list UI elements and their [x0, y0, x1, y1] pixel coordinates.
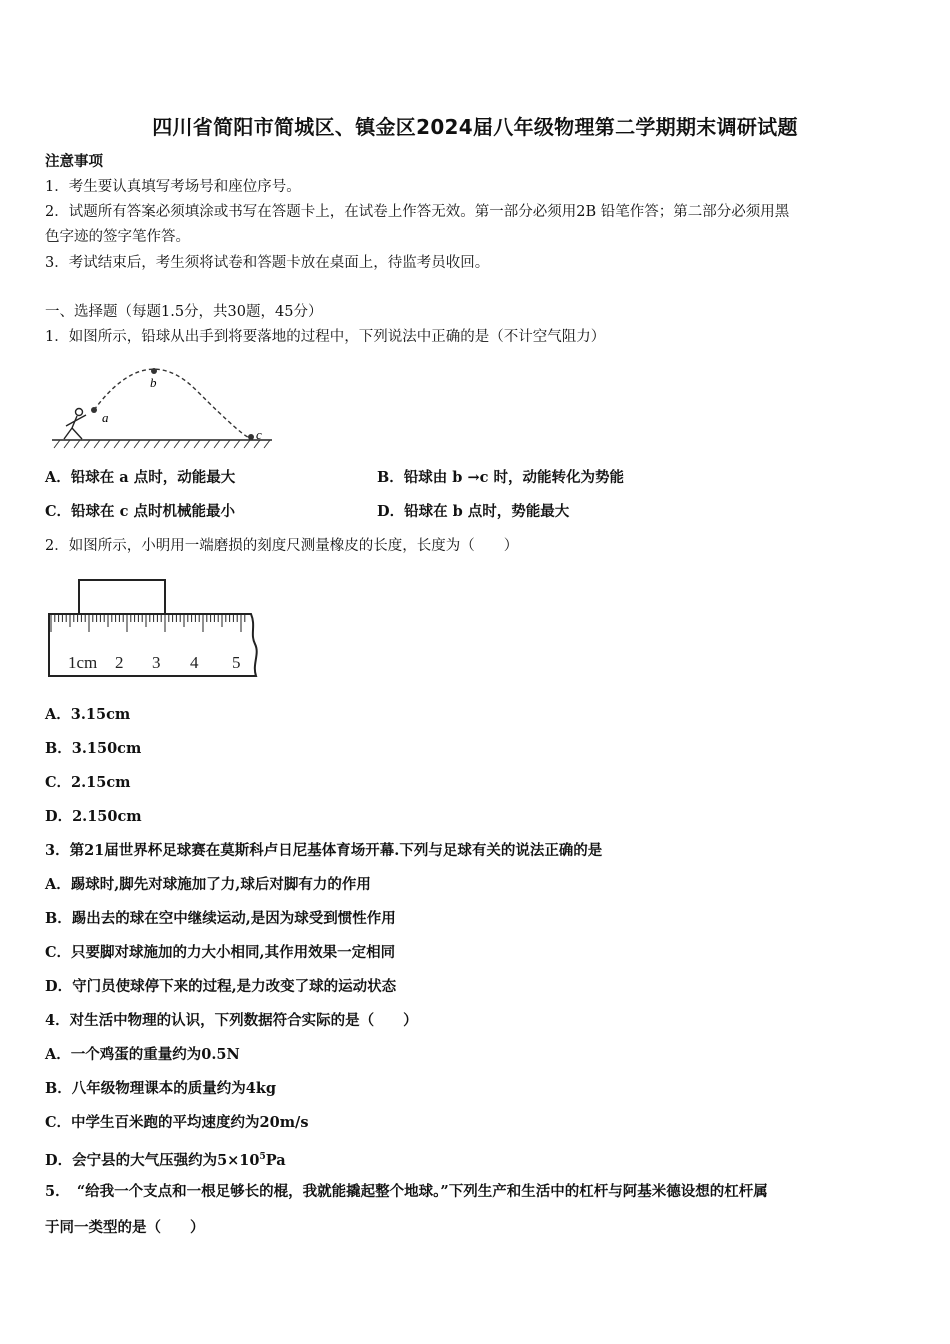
notice-item-2: 2．试题所有答案必须填涂或书写在答题卡上，在试卷上作答无效。第一部分必须用2B 铅笔作答；第二部分必须用黑 — [45, 204, 790, 220]
q3-option-c: C．只要脚对球施加的力大小相同,其作用效果一定相同 — [45, 944, 396, 961]
ground-hatch — [52, 440, 272, 448]
section-heading: 一、选择题（每题1.5分，共30题，45分） — [45, 304, 323, 320]
q3-option-b: B．踢出去的球在空中继续运动,是因为球受到惯性作用 — [45, 910, 396, 927]
q4-option-d — [45, 1147, 286, 1171]
q3-option-a: A．踢球时,脚先对球施加了力,球后对脚有力的作用 — [45, 876, 371, 893]
ruler-label-1cm: 1cm — [68, 653, 98, 672]
label-c: c — [256, 427, 262, 442]
q4-option-c: C．中学生百米跑的平均速度约为20m/s — [45, 1114, 309, 1131]
notice-item-1: 1．考生要认真填写考场号和座位序号。 — [45, 179, 301, 195]
q4-option-d-exponent: 5 — [259, 1152, 266, 1162]
ruler-label-3: 3 — [152, 653, 161, 672]
q4-option-a: A．一个鸡蛋的重量约为0.5N — [45, 1046, 240, 1063]
trajectory-curve — [94, 369, 251, 438]
point-c-ball — [248, 434, 254, 440]
q1-option-d: D．铅球在 b 点时，势能最大 — [377, 503, 570, 520]
q3-stem: 3．第21届世界杯足球赛在莫斯科卢日尼基体育场开幕.下列与足球有关的说法正确的是 — [45, 842, 603, 859]
q4-option-b: B．八年级物理课本的质量约为4kg — [45, 1080, 277, 1097]
q4-option-d-suffix: Pa — [265, 1151, 286, 1169]
notice-item-2-cont: 色字迹的签字笔作答。 — [45, 229, 190, 245]
notice-heading: 注意事项 — [45, 153, 103, 170]
point-a-ball — [91, 407, 97, 413]
q5-stem-line2: 于同一类型的是（ ） — [45, 1219, 205, 1236]
q4-stem: 4．对生活中物理的认识，下列数据符合实际的是（ ） — [45, 1012, 418, 1029]
point-b-ball — [151, 368, 157, 374]
ruler-figure — [46, 578, 266, 682]
ruler-label-2: 2 — [115, 653, 124, 672]
q5-stem-line1: 5． “给我一个支点和一根足够长的棍，我就能撬起整个地球。”下列生产和生活中的杠杆与阿基米德设想的杠杆属 — [45, 1183, 768, 1200]
notice-item-3: 3．考试结束后，考生须将试卷和答题卡放在桌面上，待监考员收回。 — [45, 255, 490, 271]
q2-option-c: C．2.15cm — [45, 774, 131, 791]
shot-put-figure — [46, 360, 276, 452]
thrower-figure — [64, 409, 86, 440]
q2-option-d: D．2.150cm — [45, 808, 142, 825]
q1-option-a: A．铅球在 a 点时，动能最大 — [45, 469, 236, 486]
q3-option-d: D．守门员使球停下来的过程,是力改变了球的运动状态 — [45, 978, 397, 995]
q2-option-a: A．3.15cm — [45, 706, 131, 723]
q1-option-b: B．铅球由 b →c 时，动能转化为势能 — [377, 469, 625, 486]
q2-stem: 2．如图所示，小明用一端磨损的刻度尺测量橡皮的长度，长度为（ ） — [45, 538, 519, 554]
q2-option-b: B．3.150cm — [45, 740, 142, 757]
page-title: 四川省简阳市简城区、镇金区2024届八年级物理第二学期期末调研试题 — [152, 115, 798, 139]
eraser — [79, 580, 165, 614]
label-b: b — [150, 375, 157, 390]
ruler-label-4: 4 — [190, 653, 199, 672]
q4-option-d-prefix: D．会宁县的大气压强约为5×10 — [45, 1151, 260, 1169]
label-a: a — [102, 410, 109, 425]
q1-stem: 1．如图所示，铅球从出手到将要落地的过程中，下列说法中正确的是（不计空气阻力） — [45, 329, 606, 345]
q1-option-c: C．铅球在 c 点时机械能最小 — [45, 503, 235, 520]
ruler-label-5: 5 — [232, 653, 241, 672]
